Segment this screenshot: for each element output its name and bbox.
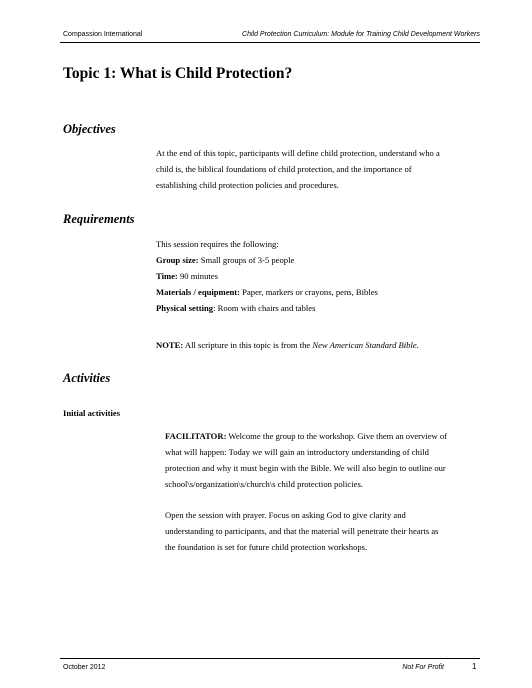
note-bible-title: New American Standard Bible.: [312, 340, 419, 350]
footer-rule: [60, 658, 480, 659]
note-label: NOTE:: [156, 340, 184, 350]
page-title: Topic 1: What is Child Protection?: [63, 65, 293, 82]
scripture-note: [156, 337, 419, 353]
requirements-heading: Requirements: [63, 212, 135, 226]
requirement-value: Small groups of 3-5 people: [198, 255, 295, 265]
requirement-item: [156, 284, 378, 300]
objectives-text: [156, 145, 440, 193]
requirement-item: [156, 252, 378, 268]
facilitator-line: Welcome the group to the workshop. Give them an overview of: [226, 431, 448, 441]
requirement-value: 90 minutes: [177, 271, 218, 281]
footer-date: October 2012: [63, 664, 106, 671]
prayer-paragraph: [165, 507, 438, 555]
note-text: All scripture in this topic is from the: [183, 340, 313, 350]
requirement-item: [156, 300, 378, 316]
header-document-title: Child Protection Curriculum: Module for Training Child Development Workers: [242, 31, 480, 38]
initial-activities-subheading: Initial activities: [63, 408, 121, 418]
header-rule: [60, 42, 480, 43]
facilitator-paragraph: [165, 428, 447, 492]
requirement-label: Time:: [156, 271, 178, 281]
prayer-line: Open the session with prayer. Focus on asking God to give clarity and: [165, 510, 406, 520]
facilitator-label: FACILITATOR:: [165, 431, 227, 441]
requirement-value: : Room with chairs and tables: [213, 303, 316, 313]
objectives-line: At the end of this topic, participants will define child protection, understand who a: [156, 148, 440, 158]
requirement-label: Group size:: [156, 255, 199, 265]
requirement-label: Physical setting: [156, 303, 214, 313]
requirement-label: Materials / equipment:: [156, 287, 241, 297]
requirements-list: [156, 236, 378, 316]
facilitator-line: protection and why it must begin with the Bible. We will also begin to outline our: [165, 463, 446, 473]
facilitator-line: school\s/organization\s/church\s child protection policies.: [165, 479, 363, 489]
objectives-line: establishing child protection policies and procedures.: [156, 180, 339, 190]
objectives-heading: Objectives: [63, 122, 116, 136]
requirement-item: [156, 268, 378, 284]
footer-notice: Not For Profit: [402, 664, 444, 671]
page-number: 1: [472, 662, 477, 671]
requirement-value: Paper, markers or crayons, pens, Bibles: [240, 287, 378, 297]
requirements-intro: This session requires the following:: [156, 239, 279, 249]
activities-heading: Activities: [63, 371, 111, 385]
header-organization: Compassion International: [63, 31, 143, 38]
facilitator-line: what will happen: Today we will gain an introductory understanding of child: [165, 447, 429, 457]
prayer-line: understanding to participants, and that the material will penetrate their hearts as: [165, 526, 439, 536]
prayer-line: the foundation is set for future child protection workshops.: [165, 542, 368, 552]
objectives-line: child is, the biblical foundations of child protection, and the importance of: [156, 164, 412, 174]
